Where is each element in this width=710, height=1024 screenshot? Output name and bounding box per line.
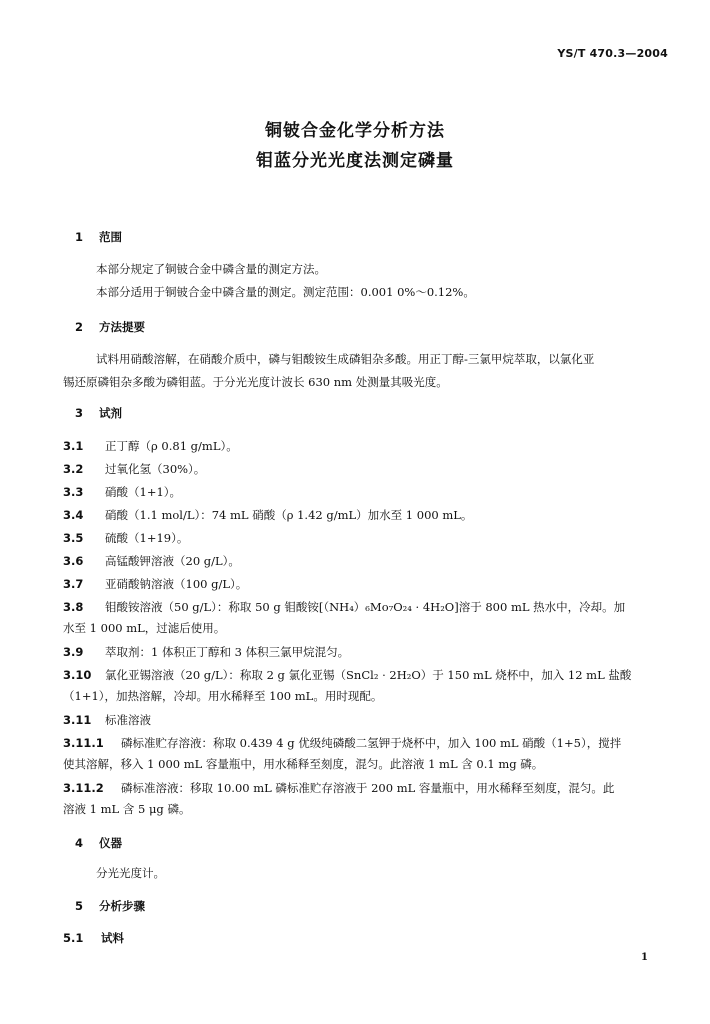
step-5-1-heading	[63, 930, 124, 946]
item-text: 硫酸（1+19）。	[105, 531, 189, 545]
section-number: 5	[75, 899, 84, 913]
item-number: 3.11.1	[63, 736, 104, 750]
document-title-line1: 铜铍合金化学分析方法	[265, 121, 445, 141]
reagent-item	[63, 599, 625, 615]
reagent-item	[63, 484, 181, 500]
reagent-item-continuation: 水至 1 000 mL，过滤后使用。	[63, 621, 226, 635]
section-2-heading	[75, 319, 145, 335]
page-number: 1	[641, 952, 648, 963]
reagent-item	[63, 667, 631, 683]
reagent-item-continuation: （1+1），加热溶解，冷却。用水稀释至 100 mL。用时现配。	[63, 689, 383, 703]
item-text: 亚硝酸钠溶液（100 g/L）。	[105, 577, 248, 591]
section-5-heading	[75, 898, 145, 914]
section-3-heading	[75, 405, 122, 421]
section-title: 试剂	[99, 406, 122, 420]
item-number: 3.10	[63, 668, 92, 682]
reagent-item	[63, 438, 238, 454]
item-number: 5.1	[63, 931, 84, 945]
reagent-item	[63, 735, 621, 751]
item-number: 3.8	[63, 600, 84, 614]
section-2-line-2: 锡还原磷钼杂多酸为磷钼蓝。于分光光度计波长 630 nm 处测量其吸光度。	[63, 375, 448, 389]
item-number: 3.9	[63, 645, 84, 659]
item-text: 过氧化氢（30%）。	[105, 462, 206, 476]
reagent-item	[63, 530, 188, 546]
item-text: 硝酸（1+1）。	[105, 485, 182, 499]
reagent-item	[63, 507, 472, 523]
item-text: 高锰酸钾溶液（20 g/L）。	[105, 554, 240, 568]
item-number: 3.7	[63, 577, 84, 591]
item-text: 磷标准溶液：移取 10.00 mL 磷标准贮存溶液于 200 mL 容量瓶中，用水稀释至刻度，混匀。此	[121, 781, 615, 795]
section-number: 2	[75, 320, 84, 334]
reagent-item	[63, 644, 349, 660]
item-text: 硝酸（1.1 mol/L）：74 mL 硝酸（ρ 1.42 g/mL）加水至 1 000 mL。	[105, 508, 473, 522]
section-number: 3	[75, 406, 84, 420]
section-4-paragraph: 分光光度计。	[96, 866, 165, 880]
item-number: 3.2	[63, 462, 84, 476]
item-number: 3.3	[63, 485, 84, 499]
item-text: 钼酸铵溶液（50 g/L）：称取 50 g 钼酸铵[（NH₄）₆Mo₇O₂₄ · 4H₂O]溶于 800 mL 热水中，冷却。加	[105, 600, 626, 614]
section-4-heading	[75, 835, 122, 851]
reagent-item	[63, 553, 240, 569]
standard-number: YS/T 470.3—2004	[557, 47, 668, 60]
reagent-item	[63, 780, 614, 796]
section-number: 4	[75, 836, 84, 850]
section-1-paragraph-2: 本部分适用于铜铍合金中磷含量的测定。测定范围：0.001 0%～0.12%。	[96, 285, 475, 299]
reagent-item-continuation: 使其溶解，移入 1 000 mL 容量瓶中，用水稀释至刻度，混匀。此溶液 1 mL 含 0.1 mg 磷。	[63, 757, 544, 771]
item-number: 3.6	[63, 554, 84, 568]
item-number: 3.1	[63, 439, 84, 453]
section-number: 1	[75, 230, 84, 244]
item-text: 磷标准贮存溶液：称取 0.439 4 g 优级纯磷酸二氢钾于烧杯中，加入 100 mL 硝酸（1+5），搅拌	[121, 736, 622, 750]
item-text: 试料	[101, 931, 124, 945]
section-title: 仪器	[99, 836, 122, 850]
section-title: 方法提要	[99, 320, 145, 334]
reagent-item	[63, 576, 247, 592]
reagent-item	[63, 712, 151, 728]
item-text: 氯化亚锡溶液（20 g/L）：称取 2 g 氯化亚锡（SnCl₂ · 2H₂O）于 150 mL 烧杯中，加入 12 mL 盐酸	[105, 668, 632, 682]
reagent-item	[63, 461, 205, 477]
section-title: 分析步骤	[99, 899, 145, 913]
item-number: 3.11	[63, 713, 92, 727]
section-1-paragraph-1: 本部分规定了铜铍合金中磷含量的测定方法。	[96, 262, 326, 276]
item-text: 萃取剂：1 体积正丁醇和 3 体积三氯甲烷混匀。	[105, 645, 350, 659]
section-1-heading	[75, 229, 122, 245]
section-2-line-1: 试料用硝酸溶解，在硝酸介质中，磷与钼酸铵生成磷钼杂多酸。用正丁醇-三氯甲烷萃取，以氯化亚	[96, 352, 595, 366]
item-number: 3.5	[63, 531, 84, 545]
item-number: 3.11.2	[63, 781, 104, 795]
reagent-item-continuation: 溶液 1 mL 含 5 μg 磷。	[63, 802, 191, 816]
item-text: 标准溶液	[105, 713, 151, 727]
document-title-line2: 钼蓝分光光度法测定磷量	[256, 151, 454, 171]
section-title: 范围	[99, 230, 122, 244]
item-number: 3.4	[63, 508, 84, 522]
item-text: 正丁醇（ρ 0.81 g/mL）。	[105, 439, 238, 453]
